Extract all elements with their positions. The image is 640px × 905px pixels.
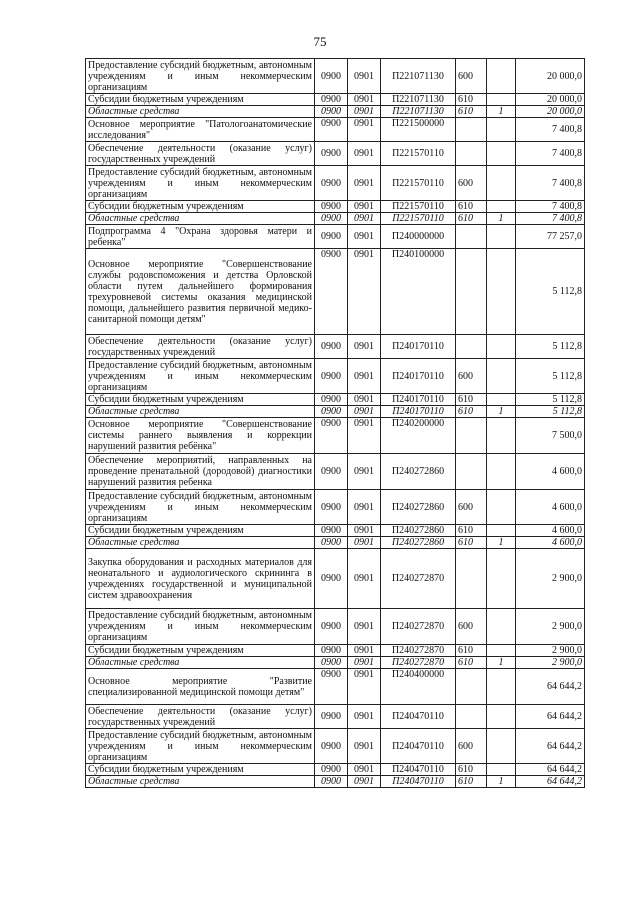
row-name-cell: Основное мероприятие "Патологоанатомические исследования" [86,118,315,142]
subsection-code-cell: 0901 [348,764,381,776]
section-code-cell: 0900 [315,549,348,609]
amount-cell: 7 400,8 [516,201,585,213]
budget-table [85,58,585,788]
table-row [86,249,585,335]
expense-type-code-cell: 600 [456,609,487,645]
funding-source-code-cell [487,225,516,249]
row-name-cell: Предоставление субсидий бюджетным, автономным учреждениям и иным некоммерческим организациям [86,59,315,94]
expense-type-code-cell [456,669,487,705]
funding-source-code-cell [487,359,516,394]
target-article-code-cell: П221570110 [381,213,456,225]
funding-source-code-cell [487,454,516,490]
funding-source-code-cell: 1 [487,106,516,118]
row-name-cell: Субсидии бюджетным учреждениям [86,394,315,406]
table-row [86,490,585,525]
target-article-code-cell: П240100000 [381,249,456,335]
amount-cell: 64 644,2 [516,764,585,776]
subsection-code-cell: 0901 [348,359,381,394]
target-article-code-cell: П240170110 [381,335,456,359]
table-row [86,394,585,406]
section-code-cell: 0900 [315,213,348,225]
target-article-code-cell: П240272860 [381,525,456,537]
funding-source-code-cell [487,166,516,201]
row-name-cell: Областные средства [86,406,315,418]
expense-type-code-cell: 600 [456,166,487,201]
funding-source-code-cell [487,645,516,657]
expense-type-code-cell [456,549,487,609]
subsection-code-cell: 0901 [348,406,381,418]
target-article-code-cell: П240200000 [381,418,456,454]
table-row [86,454,585,490]
table-row [86,729,585,764]
target-article-code-cell: П240170110 [381,359,456,394]
expense-type-code-cell: 600 [456,59,487,94]
subsection-code-cell: 0901 [348,166,381,201]
subsection-code-cell: 0901 [348,213,381,225]
table-row [86,142,585,166]
funding-source-code-cell [487,549,516,609]
subsection-code-cell: 0901 [348,418,381,454]
expense-type-code-cell: 610 [456,657,487,669]
target-article-code-cell: П221570110 [381,142,456,166]
amount-cell: 7 400,8 [516,118,585,142]
subsection-code-cell: 0901 [348,609,381,645]
funding-source-code-cell [487,764,516,776]
target-article-code-cell: П240170110 [381,406,456,418]
amount-cell: 20 000,0 [516,106,585,118]
table-row [86,213,585,225]
section-code-cell: 0900 [315,776,348,788]
row-name-cell: Основное мероприятие "Развитие специализированной медицинской помощи детям" [86,669,315,705]
expense-type-code-cell: 600 [456,359,487,394]
page-number: 75 [313,34,327,49]
amount-cell: 64 644,2 [516,776,585,788]
section-code-cell: 0900 [315,406,348,418]
amount-cell: 20 000,0 [516,59,585,94]
amount-cell: 5 112,8 [516,359,585,394]
section-code-cell: 0900 [315,166,348,201]
subsection-code-cell: 0901 [348,249,381,335]
amount-cell: 7 400,8 [516,213,585,225]
target-article-code-cell: П221570110 [381,201,456,213]
subsection-code-cell: 0901 [348,59,381,94]
expense-type-code-cell: 610 [456,106,487,118]
target-article-code-cell: П240470110 [381,776,456,788]
funding-source-code-cell [487,142,516,166]
expense-type-code-cell: 610 [456,525,487,537]
section-code-cell: 0900 [315,394,348,406]
subsection-code-cell: 0901 [348,490,381,525]
amount-cell: 2 900,0 [516,657,585,669]
target-article-code-cell: П240272860 [381,454,456,490]
table-row [86,657,585,669]
expense-type-code-cell [456,118,487,142]
subsection-code-cell: 0901 [348,729,381,764]
section-code-cell: 0900 [315,490,348,525]
expense-type-code-cell [456,454,487,490]
section-code-cell: 0900 [315,359,348,394]
row-name-cell: Субсидии бюджетным учреждениям [86,764,315,776]
amount-cell: 5 112,8 [516,406,585,418]
amount-cell: 64 644,2 [516,669,585,705]
row-name-cell: Обеспечение деятельности (оказание услуг) государственных учреждений [86,705,315,729]
table-row [86,118,585,142]
expense-type-code-cell: 610 [456,394,487,406]
expense-type-code-cell: 610 [456,645,487,657]
funding-source-code-cell: 1 [487,213,516,225]
row-name-cell: Предоставление субсидий бюджетным, автономным учреждениям и иным некоммерческим организациям [86,490,315,525]
amount-cell: 4 600,0 [516,454,585,490]
subsection-code-cell: 0901 [348,335,381,359]
target-article-code-cell: П240272870 [381,609,456,645]
target-article-code-cell: П221071130 [381,94,456,106]
section-code-cell: 0900 [315,118,348,142]
table-row [86,705,585,729]
row-name-cell: Обеспечение мероприятий, направленных на проведение пренатальной (дородовой) диагностики нарушений развития ребенка [86,454,315,490]
table-row [86,549,585,609]
section-code-cell: 0900 [315,764,348,776]
target-article-code-cell: П240272870 [381,657,456,669]
section-code-cell: 0900 [315,106,348,118]
target-article-code-cell: П240272870 [381,549,456,609]
row-name-cell: Основное мероприятие "Совершенствование системы раннего выявления и коррекции нарушений развития ребёнка" [86,418,315,454]
amount-cell: 64 644,2 [516,705,585,729]
table-row [86,609,585,645]
subsection-code-cell: 0901 [348,106,381,118]
subsection-code-cell: 0901 [348,94,381,106]
table-row [86,525,585,537]
row-name-cell: Субсидии бюджетным учреждениям [86,645,315,657]
row-name-cell: Закупка оборудования и расходных материалов для неонатального и аудиологического скрининга в учреждениях государственной и муниципальной систем здравоохранения [86,549,315,609]
amount-cell: 64 644,2 [516,729,585,764]
expense-type-code-cell [456,335,487,359]
row-name-cell: Областные средства [86,657,315,669]
subsection-code-cell: 0901 [348,705,381,729]
expense-type-code-cell: 610 [456,537,487,549]
expense-type-code-cell: 610 [456,406,487,418]
table-row [86,225,585,249]
table-row [86,764,585,776]
amount-cell: 5 112,8 [516,249,585,335]
section-code-cell: 0900 [315,201,348,213]
target-article-code-cell: П240470110 [381,764,456,776]
subsection-code-cell: 0901 [348,537,381,549]
subsection-code-cell: 0901 [348,669,381,705]
table-row [86,94,585,106]
section-code-cell: 0900 [315,418,348,454]
amount-cell: 4 600,0 [516,537,585,549]
target-article-code-cell: П221071130 [381,59,456,94]
table-row [86,406,585,418]
section-code-cell: 0900 [315,59,348,94]
amount-cell: 4 600,0 [516,525,585,537]
row-name-cell: Обеспечение деятельности (оказание услуг) государственных учреждений [86,142,315,166]
expense-type-code-cell: 610 [456,776,487,788]
row-name-cell: Областные средства [86,776,315,788]
target-article-code-cell: П240470110 [381,729,456,764]
target-article-code-cell: П221570110 [381,166,456,201]
funding-source-code-cell [487,394,516,406]
table-row [86,418,585,454]
row-name-cell: Предоставление субсидий бюджетным, автономным учреждениям и иным некоммерческим организациям [86,609,315,645]
funding-source-code-cell [487,59,516,94]
expense-type-code-cell: 600 [456,490,487,525]
table-row [86,669,585,705]
section-code-cell: 0900 [315,657,348,669]
target-article-code-cell: П240400000 [381,669,456,705]
table-row [86,106,585,118]
table-row [86,59,585,94]
section-code-cell: 0900 [315,335,348,359]
section-code-cell: 0900 [315,94,348,106]
amount-cell: 20 000,0 [516,94,585,106]
section-code-cell: 0900 [315,669,348,705]
amount-cell: 2 900,0 [516,609,585,645]
table-row [86,537,585,549]
section-code-cell: 0900 [315,525,348,537]
funding-source-code-cell [487,525,516,537]
subsection-code-cell: 0901 [348,394,381,406]
subsection-code-cell: 0901 [348,142,381,166]
section-code-cell: 0900 [315,225,348,249]
section-code-cell: 0900 [315,729,348,764]
row-name-cell: Областные средства [86,213,315,225]
target-article-code-cell: П240470110 [381,705,456,729]
funding-source-code-cell [487,94,516,106]
subsection-code-cell: 0901 [348,776,381,788]
funding-source-code-cell [487,705,516,729]
target-article-code-cell: П240272870 [381,645,456,657]
subsection-code-cell: 0901 [348,454,381,490]
row-name-cell: Субсидии бюджетным учреждениям [86,525,315,537]
expense-type-code-cell [456,142,487,166]
target-article-code-cell: П221500000 [381,118,456,142]
expense-type-code-cell: 610 [456,213,487,225]
table-row [86,359,585,394]
subsection-code-cell: 0901 [348,549,381,609]
row-name-cell: Основное мероприятие "Совершенствование службы родовспоможения и детства Орловской области путем дальнейшего формирования трехуровневой системы оказания медицинской помощи, дальнейшего развития первичной медико-санитарной помощи детям" [86,249,315,335]
target-article-code-cell: П240000000 [381,225,456,249]
expense-type-code-cell [456,225,487,249]
subsection-code-cell: 0901 [348,201,381,213]
funding-source-code-cell: 1 [487,776,516,788]
row-name-cell: Предоставление субсидий бюджетным, автономным учреждениям и иным некоммерческим организациям [86,166,315,201]
section-code-cell: 0900 [315,609,348,645]
section-code-cell: 0900 [315,249,348,335]
expense-type-code-cell: 610 [456,764,487,776]
subsection-code-cell: 0901 [348,225,381,249]
section-code-cell: 0900 [315,645,348,657]
row-name-cell: Обеспечение деятельности (оказание услуг) государственных учреждений [86,335,315,359]
funding-source-code-cell [487,418,516,454]
amount-cell: 4 600,0 [516,490,585,525]
table-row [86,776,585,788]
target-article-code-cell: П221071130 [381,106,456,118]
amount-cell: 5 112,8 [516,335,585,359]
row-name-cell: Областные средства [86,106,315,118]
table-row [86,166,585,201]
subsection-code-cell: 0901 [348,118,381,142]
expense-type-code-cell: 610 [456,94,487,106]
table-body [86,59,585,788]
funding-source-code-cell [487,669,516,705]
amount-cell: 5 112,8 [516,394,585,406]
funding-source-code-cell [487,249,516,335]
funding-source-code-cell [487,490,516,525]
subsection-code-cell: 0901 [348,525,381,537]
row-name-cell: Предоставление субсидий бюджетным, автономным учреждениям и иным некоммерческим организациям [86,359,315,394]
expense-type-code-cell: 610 [456,201,487,213]
funding-source-code-cell: 1 [487,406,516,418]
expense-type-code-cell [456,705,487,729]
amount-cell: 7 500,0 [516,418,585,454]
funding-source-code-cell [487,335,516,359]
table-row [86,201,585,213]
expense-type-code-cell: 600 [456,729,487,764]
table-row [86,335,585,359]
funding-source-code-cell [487,609,516,645]
table-row [86,645,585,657]
section-code-cell: 0900 [315,537,348,549]
target-article-code-cell: П240272860 [381,490,456,525]
row-name-cell: Подпрограмма 4 "Охрана здоровья матери и ребенка" [86,225,315,249]
funding-source-code-cell: 1 [487,657,516,669]
subsection-code-cell: 0901 [348,657,381,669]
row-name-cell: Субсидии бюджетным учреждениям [86,201,315,213]
expense-type-code-cell [456,249,487,335]
row-name-cell: Субсидии бюджетным учреждениям [86,94,315,106]
amount-cell: 7 400,8 [516,142,585,166]
target-article-code-cell: П240272860 [381,537,456,549]
funding-source-code-cell [487,729,516,764]
funding-source-code-cell [487,201,516,213]
amount-cell: 77 257,0 [516,225,585,249]
section-code-cell: 0900 [315,705,348,729]
amount-cell: 2 900,0 [516,645,585,657]
expense-type-code-cell [456,418,487,454]
funding-source-code-cell [487,118,516,142]
subsection-code-cell: 0901 [348,645,381,657]
amount-cell: 2 900,0 [516,549,585,609]
row-name-cell: Предоставление субсидий бюджетным, автономным учреждениям и иным некоммерческим организациям [86,729,315,764]
section-code-cell: 0900 [315,142,348,166]
section-code-cell: 0900 [315,454,348,490]
row-name-cell: Областные средства [86,537,315,549]
target-article-code-cell: П240170110 [381,394,456,406]
funding-source-code-cell: 1 [487,537,516,549]
amount-cell: 7 400,8 [516,166,585,201]
